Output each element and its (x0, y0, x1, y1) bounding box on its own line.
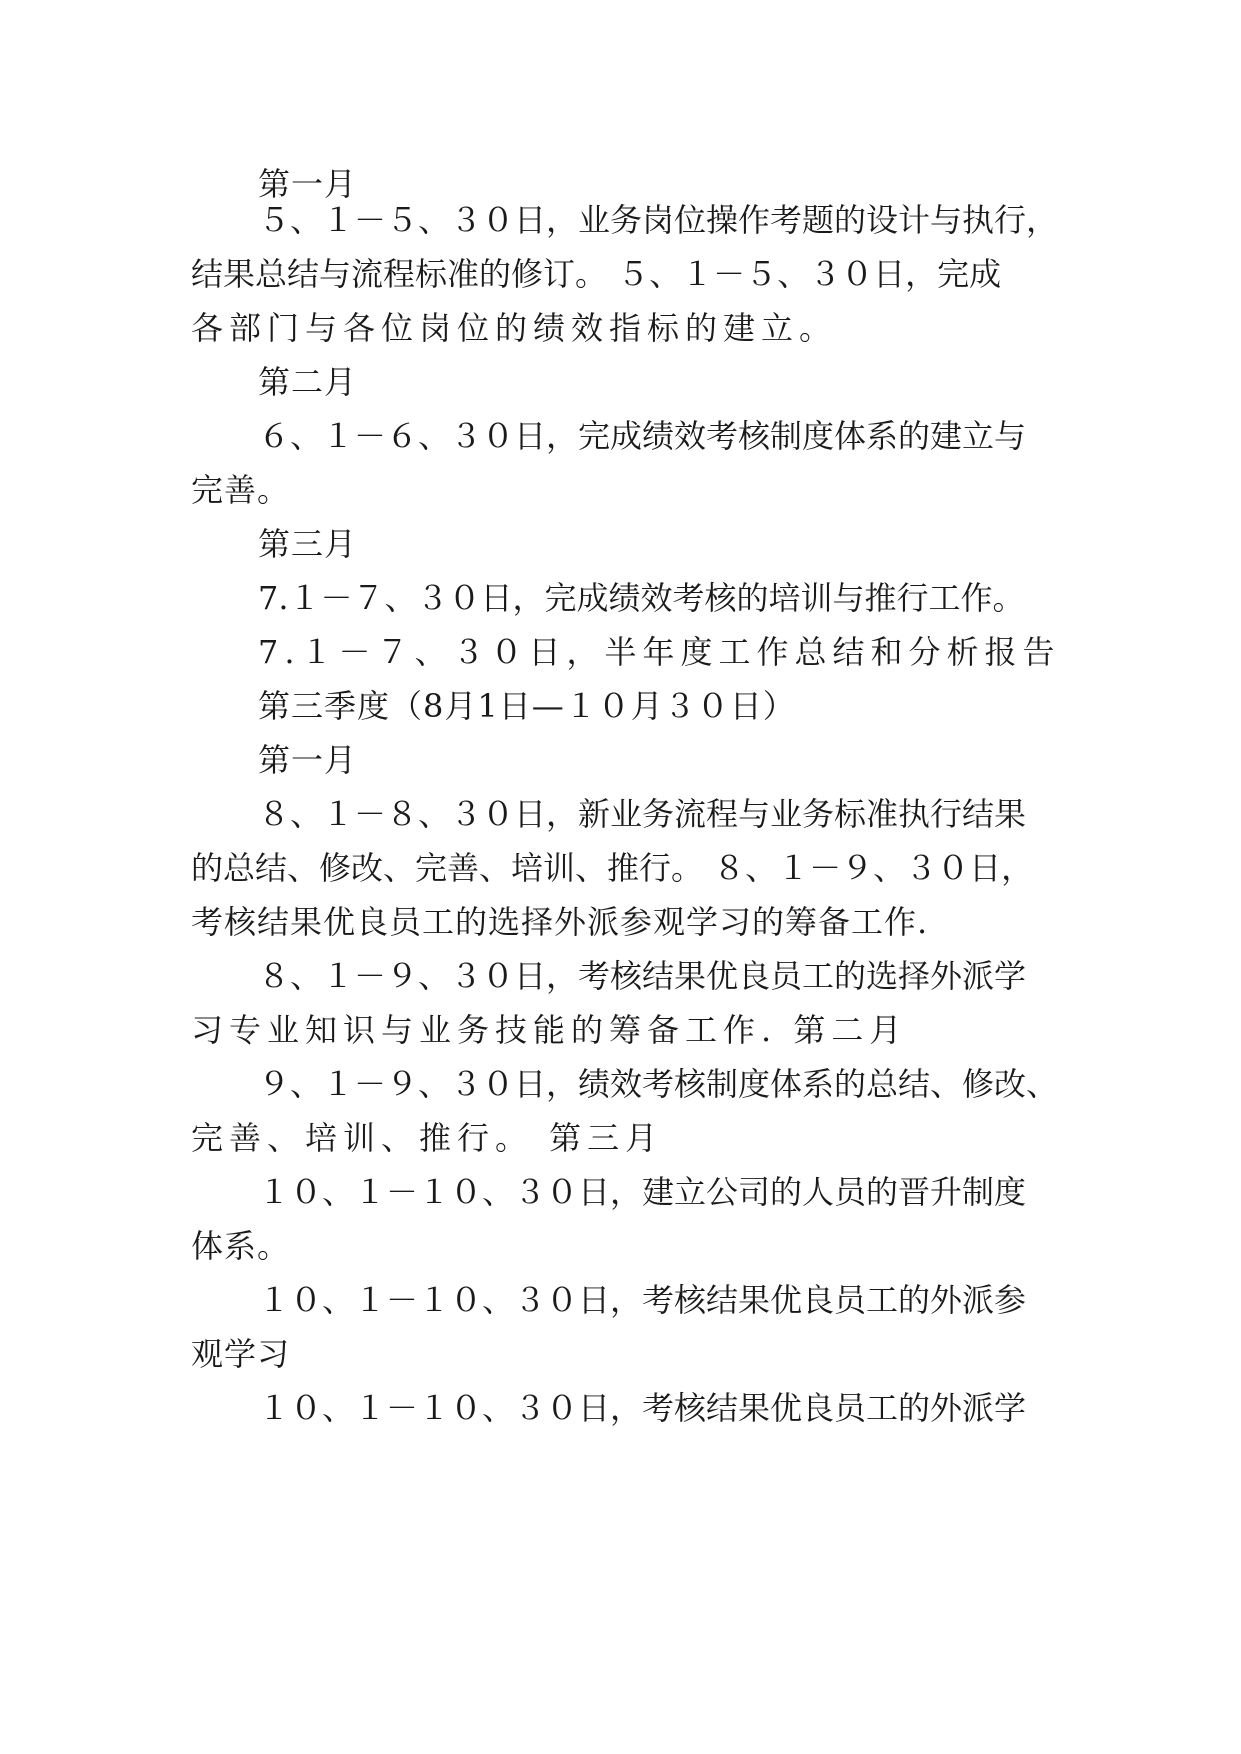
paragraph-line: １０、１－１０、３０日，考核结果优良员工的外派学 (258, 1389, 1027, 1427)
paragraph-line: 观学习 (191, 1335, 291, 1373)
paragraph-line: 习专业知识与业务技能的筹备工作. 第二月 (191, 1011, 908, 1049)
paragraph-line: ８、１－９、３０日，考核结果优良员工的选择外派学 (258, 957, 1027, 995)
paragraph-line: 考核结果优良员工的选择外派参观学习的筹备工作. (191, 903, 929, 941)
paragraph-line: 完善。 (191, 471, 291, 509)
paragraph-line: １０、１－１０、３０日，考核结果优良员工的外派参 (258, 1281, 1027, 1319)
paragraph-line: 7.１－７、３０日，半年度工作总结和分析报告 (258, 633, 1061, 671)
paragraph-line: 7.１－７、３０日，完成绩效考核的培训与推行工作。 (258, 579, 1025, 617)
paragraph-line: 的总结、修改、完善、培训、推行。 ８、１－９、３０日， (191, 849, 1034, 887)
paragraph-line: 完善、培训、推行。 第三月 (191, 1119, 664, 1157)
heading-month-2: 第二月 (258, 363, 358, 401)
heading-month-1: 第一月 (258, 165, 358, 203)
paragraph-line: １０、１－１０、３０日，建立公司的人员的晋升制度 (258, 1173, 1027, 1211)
paragraph-line: ６、１－６、３０日，完成绩效考核制度体系的建立与 (258, 417, 1027, 455)
paragraph-line: ８、１－８、３０日，新业务流程与业务标准执行结果 (258, 795, 1027, 833)
heading-month-3: 第三月 (258, 525, 358, 563)
heading-month-1: 第一月 (258, 741, 358, 779)
paragraph-line: 体系。 (191, 1227, 291, 1265)
paragraph-line: ５、１－５、３０日，业务岗位操作考题的设计与执行， (258, 201, 1059, 239)
paragraph-line: ９、１－９、３０日，绩效考核制度体系的总结、修改、 (258, 1065, 1059, 1103)
paragraph-line: 各部门与各位岗位的绩效指标的建立。 (191, 309, 838, 347)
paragraph-line: 结果总结与流程标准的修订。 ５、１－５、３０日，完成 (191, 255, 1002, 293)
heading-quarter-3: 第三季度（8月1日—１０月３０日） (258, 687, 796, 725)
